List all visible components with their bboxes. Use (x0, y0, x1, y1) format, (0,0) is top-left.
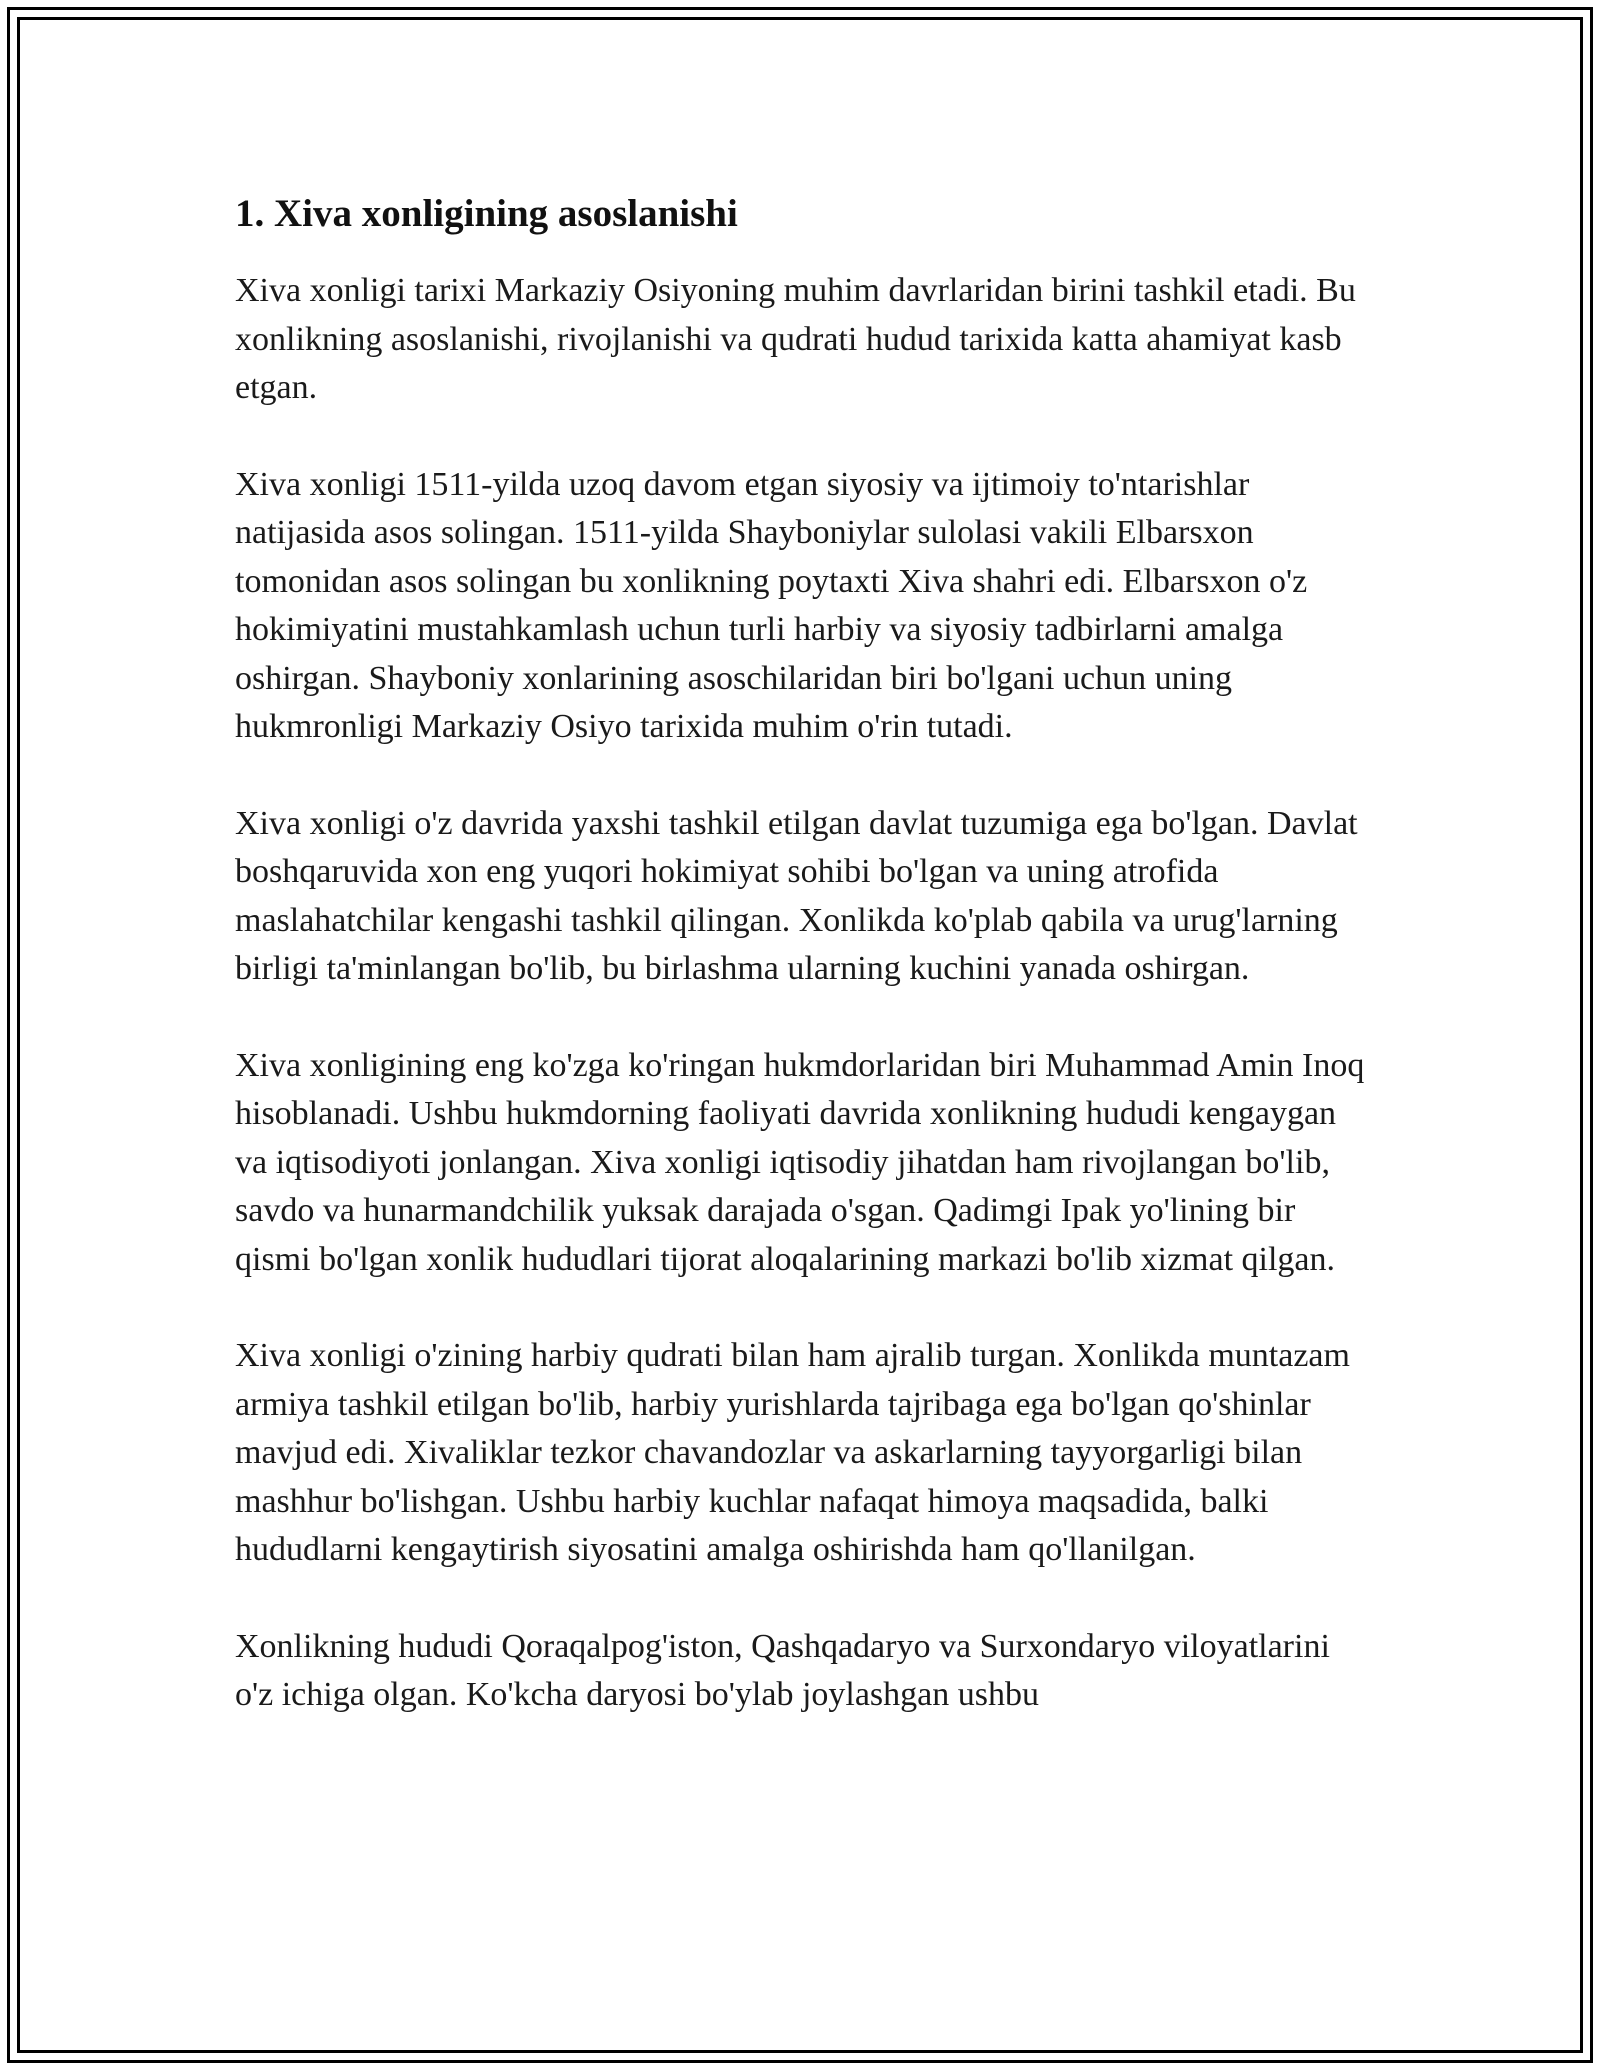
paragraph-territory: Xonlikning hududi Qoraqalpog'iston, Qashqadaryo va Surxondaryo viloyatlarini o'z ichiga olgan. Ko'kcha daryosi bo'ylab joylashgan ushbu (235, 1627, 1330, 1713)
section-heading: 1. Xiva xonligining asoslanishi (235, 192, 738, 235)
document-body (235, 186, 1370, 1768)
paragraph-rulers-economy: Xiva xonligining eng ko'zga ko'ringan hukmdorlaridan biri Muhammad Amin Inoq hisoblanadi. Ushbu hukmdorning faoliyati davrida xonlikning hududi kengaygan va iqtisodiyoti jonlangan. Xiva xonligi iqtisodiy jihatdan ham rivojlangan bo'lib, savdo va hunarmandchilik yuksak darajada o'sgan. Qadimgi Ipak yo'lining bir qismi bo'lgan xonlik hududlari tijorat aloqalarining markazi bo'lib xizmat qilgan. (235, 1046, 1365, 1278)
paragraph-military: Xiva xonligi o'zining harbiy qudrati bilan ham ajralib turgan. Xonlikda muntazam armiya tashkil etilgan bo'lib, harbiy yurishlarda tajribaga ega bo'lgan qo'shinlar mavjud edi. Xivaliklar tezkor chavandozlar va askarlarning tayyorgarligi bilan mashhur bo'lishgan. Ushbu harbiy kuchlar nafaqat himoya maqsadida, balki hududlarni kengaytirish siyosatini amalga oshirishda ham qo'llanilgan. (235, 1337, 1350, 1568)
paragraph-state-structure: Xiva xonligi o'z davrida yaxshi tashkil etilgan davlat tuzumiga ega bo'lgan. Davlat boshqaruvida xon eng yuqori hokimiyat sohibi bo'lgan va uning atrofida maslahatchilar kengashi tashkil qilingan. Xonlikda ko'plab qabila va urug'larning birligi ta'minlangan bo'lib, bu birlashma ularning kuchini yanada oshirgan. (235, 804, 1358, 987)
paragraph-founding: Xiva xonligi 1511-yilda uzoq davom etgan siyosiy va ijtimoiy to'ntarishlar natijasida asos solingan. 1511-yilda Shayboniylar sulolasi vakili Elbarsxon tomonidan asos solingan bu xonlikning poytaxti Xiva shahri edi. Elbarsxon o'z hokimiyatini mustahkamlash uchun turli harbiy va siyosiy tadbirlarni amalga oshirgan. Shayboniy xonlarining asoschilaridan biri bo'lgani uchun uning hukmronligi Markaziy Osiyo tarixida muhim o'rin tutadi. (235, 465, 1308, 745)
paragraph-intro: Xiva xonligi tarixi Markaziy Osiyoning muhim davrlaridan birini tashkil etadi. Bu xonlikning asoslanishi, rivojlanishi va qudrati hudud tarixida katta ahamiyat kasb etgan. (235, 272, 1356, 406)
